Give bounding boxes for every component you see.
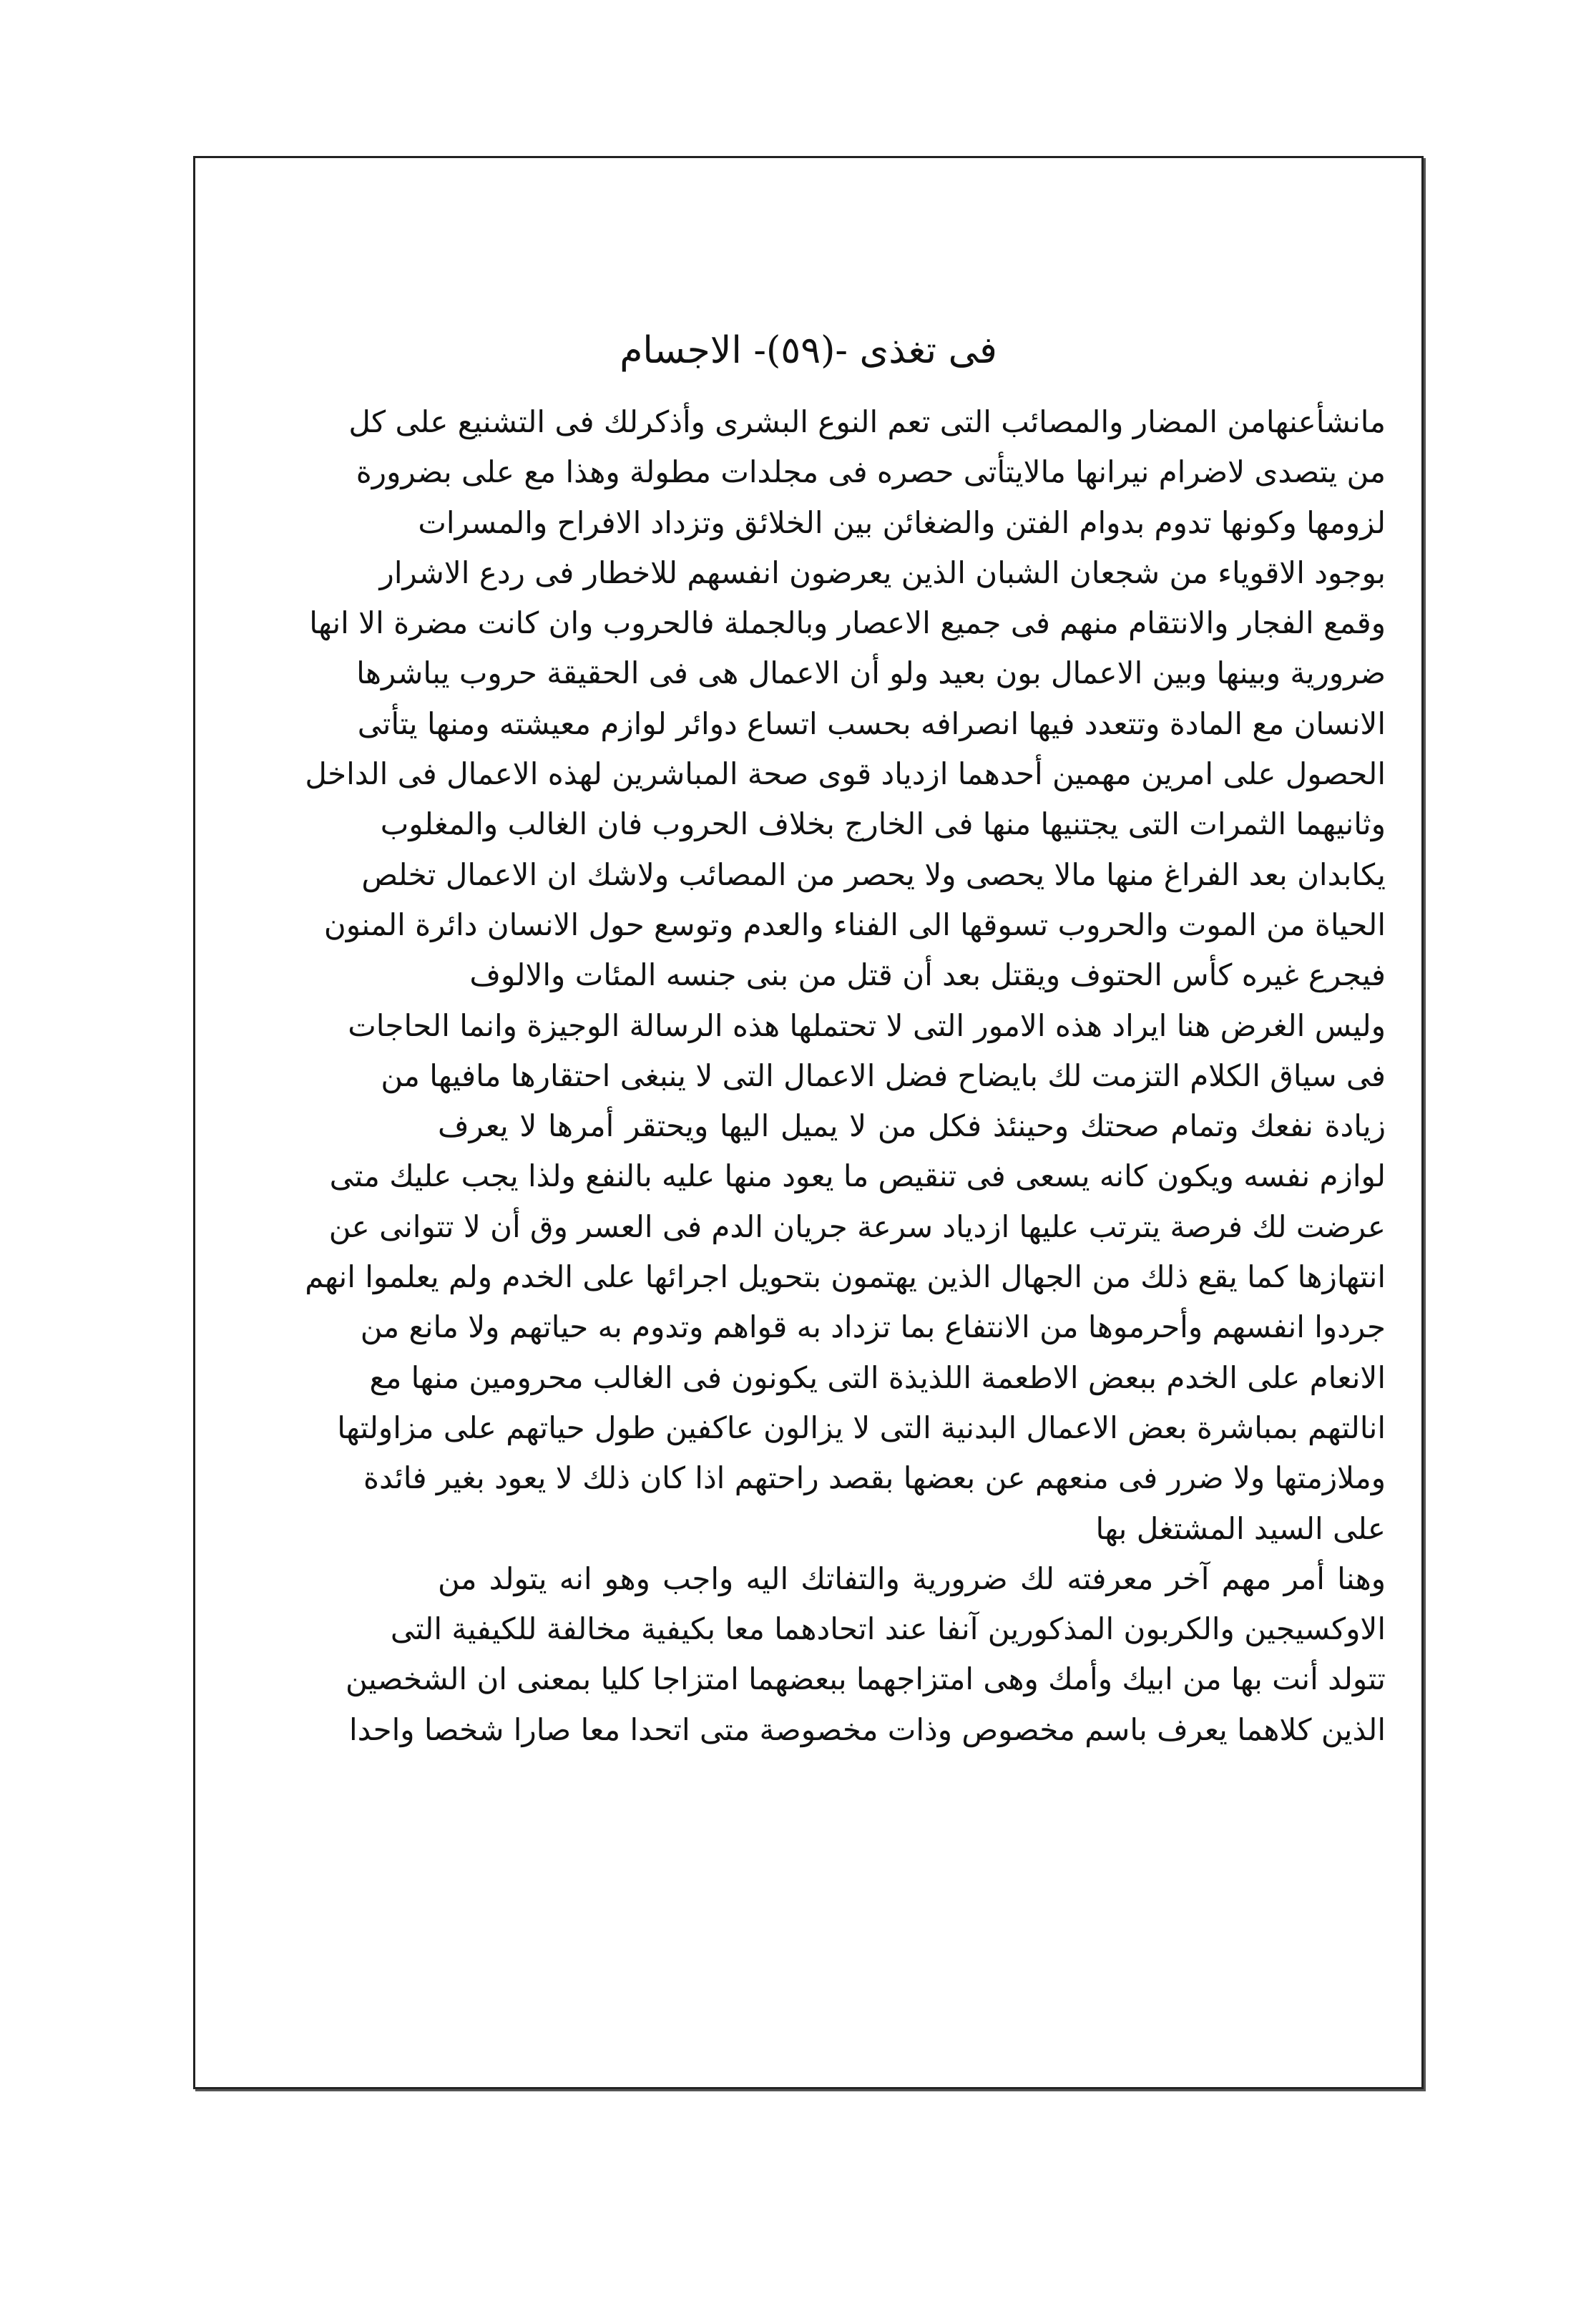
text-line: جردوا انفسهم وأحرموها من الانتفاع بما تزداد به قواهم وتدوم به حياتهم ولا مانع من xyxy=(360,1309,1386,1345)
text-line: على السيد المشتغل بها xyxy=(1095,1510,1386,1546)
text-line: وليس الغرض هنا ايراد هذه الامور التى لا تحتملها هذه الرسالة الوجيزة وانما الحاجات xyxy=(348,1007,1386,1043)
text-line: بوجود الاقوياء من شجعان الشبان الذين يعرضون انفسهم للاخطار فى ردع الاشرار xyxy=(379,554,1386,590)
header-title: فى تغذى -(٥٩)- الاجسام xyxy=(620,329,997,372)
text-line: وثانيهما الثمرات التى يجتنيها منها فى الخارج بخلاف الحروب فان الغالب والمغلوب xyxy=(380,806,1386,842)
text-line: الانسان مع المادة وتتعدد فيها انصرافه بحسب اتساع دوائر لوازم معيشته ومنها يتأتى xyxy=(357,705,1386,741)
body-text xyxy=(305,397,1386,1755)
text-line: تتولد أنت بها من ابيك وأمك وهى امتزاجهما ببعضهما امتزاجا كليا بمعنى ان الشخصين xyxy=(345,1661,1386,1697)
text-line: الحياة من الموت والحروب تسوقها الى الفناء والعدم وتوسع حول الانسان دائرة المنون xyxy=(323,907,1386,942)
text-line: يكابدان بعد الفراغ منها مالا يحصى ولا يحصر من المصائب ولاشك ان الاعمال تخلص xyxy=(361,856,1386,892)
text-line: الاوكسيجين والكربون المذكورين آنفا عند اتحادهما معا بكيفية مخالفة للكيفية التى xyxy=(390,1611,1386,1647)
text-line: وهنا أمر مهم آخر معرفته لك ضرورية والتفاتك اليه واجب وهو انه يتولد من xyxy=(438,1560,1386,1596)
text-line: الانعام على الخدم ببعض الاطعمة اللذيذة التى يكونون فى الغالب محرومين منها مع xyxy=(369,1359,1386,1395)
text-line: انالتهم بمباشرة بعض الاعمال البدنية التى لا يزالون عاكفين طول حياتهم على مزاولتها xyxy=(337,1410,1386,1445)
text-line: من يتصدى لاضرام نيرانها مالايتأتى حصره فى مجلدات مطولة وهذا مع على بضرورة xyxy=(356,454,1386,490)
text-line: فى سياق الكلام التزمت لك بايضاح فضل الاعمال التى لا ينبغى احتقارها مافيها من xyxy=(381,1057,1386,1093)
page-header xyxy=(193,326,1424,376)
text-line: زيادة نفعك وتمام صحتك وحينئذ فكل من لا يميل اليها ويحتقر أمرها لا يعرف xyxy=(438,1108,1386,1144)
text-line: الذين كلاهما يعرف باسم مخصوص وذات مخصوصة متى اتحدا معا صارا شخصا واحدا xyxy=(348,1711,1386,1747)
text-line: الحصول على امرين مهمين أحدهما ازدياد قوى صحة المباشرين لهذه الاعمال فى الداخل xyxy=(305,756,1386,792)
text-line: ضرورية وبينها وبين الاعمال بون بعيد ولو أن الاعمال هى فى الحقيقة حروب يباشرها xyxy=(356,655,1386,691)
text-line: وقمع الفجار والانتقام منهم فى جميع الاعصار وبالجملة فالحروب وان كانت مضرة الا انها xyxy=(309,605,1386,641)
text-line: وملازمتها ولا ضرر فى منعهم عن بعضها بقصد راحتهم اذا كان ذلك لا يعود بغير فائدة xyxy=(363,1460,1386,1496)
text-line: فيجرع غيره كأس الحتوف ويقتل بعد أن قتل من بنى جنسه المئات والالوف xyxy=(469,957,1386,993)
text-line: عرضت لك فرصة يترتب عليها ازدياد سرعة جريان الدم فى العسر وق أن لا تتوانى عن xyxy=(328,1208,1386,1244)
text-line: لزومها وكونها تدوم بدوام الفتن والضغائن بين الخلائق وتزداد الافراح والمسرات xyxy=(418,504,1386,540)
text-line: انتهازها كما يقع ذلك من الجهال الذين يهتمون بتحويل اجرائها على الخدم ولم يعلموا انهم xyxy=(305,1259,1386,1295)
text-line: مانشأعنهامن المضار والمصائب التى تعم النوع البشرى وأذكرلك فى التشنيع على كل xyxy=(348,404,1386,439)
text-line: لوازم نفسه ويكون كانه يسعى فى تنقيص ما يعود منها عليه بالنفع ولذا يجب عليك متى xyxy=(329,1158,1386,1194)
